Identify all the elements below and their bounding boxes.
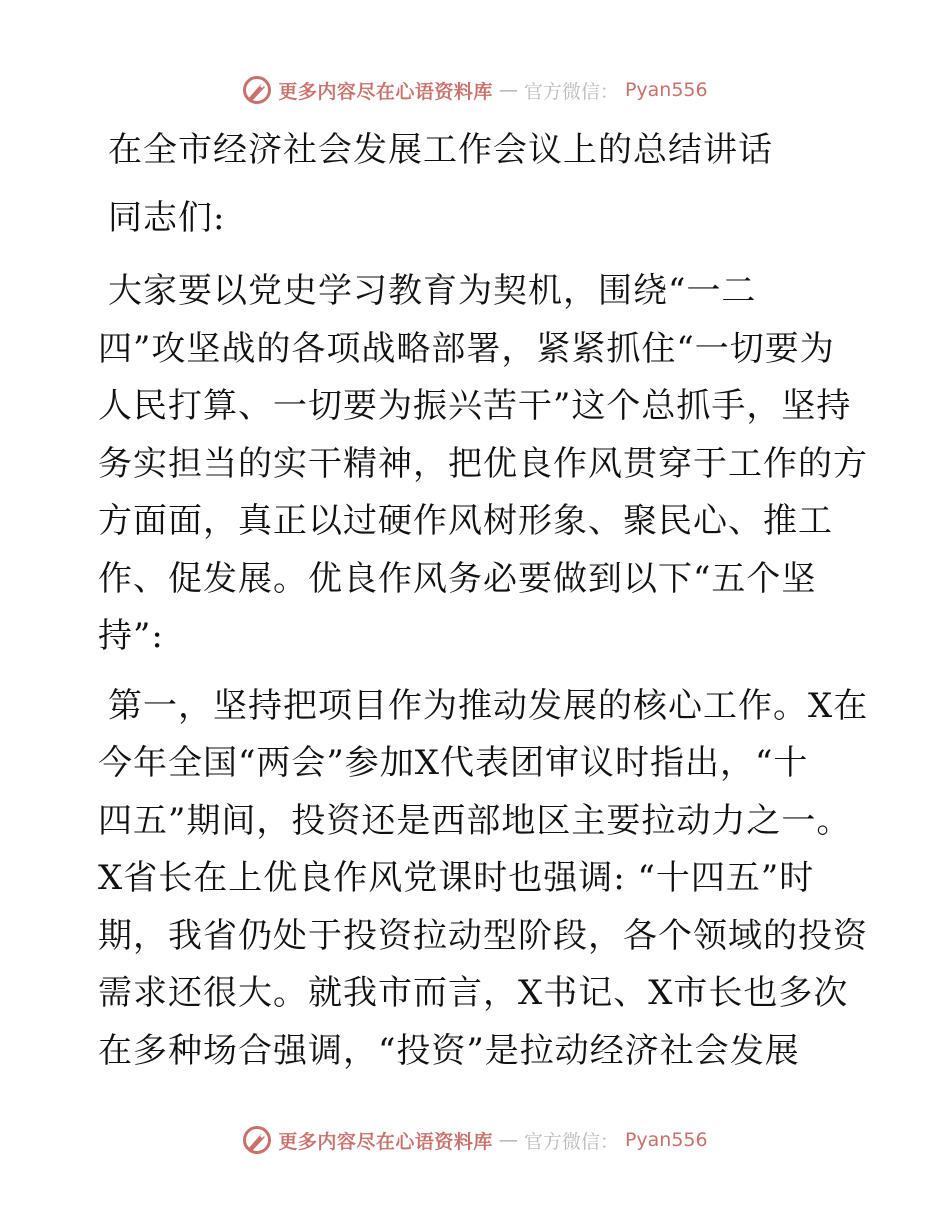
watermark-wechat-id: Pyan556 — [624, 79, 708, 101]
text-line: 四”攻坚战的各项战略部署，紧紧抓住“一切要为 — [98, 328, 835, 369]
paragraph-intro — [98, 263, 868, 666]
text-line: 人民打算、一切要为振兴苦干”这个总抓手，坚持 — [98, 386, 852, 426]
document-title: 在全市经济社会发展工作会议上的总结讲话 — [108, 130, 773, 170]
watermark-wechat-label: 官方微信： — [523, 80, 619, 103]
text-line: 作、促发展。优良作风务必要做到以下“五个坚 — [98, 558, 817, 599]
watermark-separator: — — [498, 79, 518, 101]
salutation: 同志们: — [108, 198, 226, 238]
paragraph-first-point — [98, 678, 869, 1081]
header-watermark — [0, 70, 950, 110]
text-line: 持”: — [98, 616, 164, 656]
watermark-brand: 更多内容尽在心语资料库 — [278, 80, 493, 103]
text-line: 今年全国“两会”参加X代表团审议时指出，“十 — [98, 743, 809, 783]
footer-watermark — [0, 1120, 950, 1160]
document-body — [98, 120, 869, 1080]
pen-nib-circle-icon — [242, 75, 272, 105]
text-line: 在多种场合强调，“投资”是拉动经济社会发展 — [98, 1030, 800, 1071]
text-line: 需求还很大。就我市而言，X书记、X市长也多次 — [98, 973, 849, 1013]
text-line: 第一，坚持把项目作为推动发展的核心工作。X在 — [108, 685, 869, 726]
text-line: 方面面，真正以过硬作风树形象、聚民心、推工 — [98, 501, 833, 541]
text-line: 务实担当的实干精神，把优良作风贯穿于工作的方 — [98, 443, 868, 484]
pen-nib-circle-icon — [242, 1125, 272, 1155]
watermark-separator: — — [498, 1129, 518, 1151]
text-line: 期，我省仍处于投资拉动型阶段，各个领域的投资 — [98, 915, 868, 956]
watermark-wechat-id: Pyan556 — [624, 1129, 708, 1151]
text-line: X省长在上优良作风党课时也强调: “十四五”时 — [98, 858, 815, 898]
text-line: 大家要以党史学习教育为契机，围绕“一二 — [108, 271, 757, 311]
text-line: 四五”期间，投资还是西部地区主要拉动力之一。 — [98, 800, 852, 841]
watermark-wechat-label: 官方微信： — [523, 1130, 619, 1153]
watermark-brand: 更多内容尽在心语资料库 — [278, 1130, 493, 1153]
